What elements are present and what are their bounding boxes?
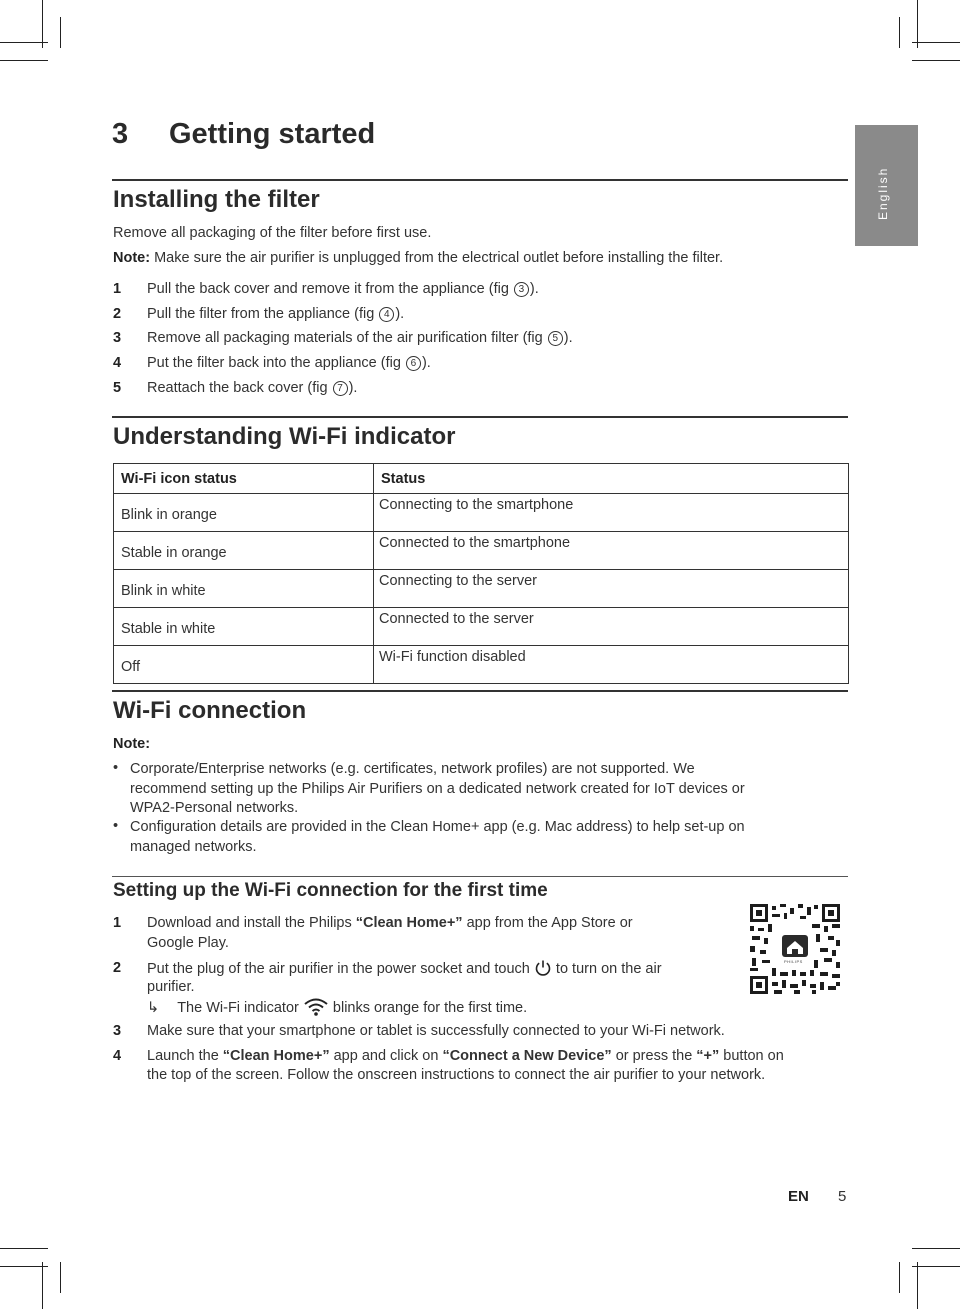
page-number: 5	[838, 1188, 847, 1205]
wifi-icon	[303, 997, 329, 1017]
figure-ref: 3	[514, 282, 529, 297]
table-header-row	[114, 464, 849, 494]
chapter-title-text: Getting started	[169, 118, 376, 150]
crop-mark	[899, 1262, 900, 1293]
section-divider	[112, 690, 848, 692]
table-row	[114, 608, 849, 646]
table-row	[114, 532, 849, 570]
result-arrow: ↳	[147, 1000, 160, 1016]
table-header: Wi-Fi icon status	[114, 464, 374, 494]
table-cell: Connecting to the smartphone	[374, 494, 849, 532]
install-note	[113, 249, 723, 268]
crop-mark	[0, 1248, 48, 1249]
figure-ref: 6	[406, 356, 421, 371]
wifi-connection-heading: Wi-Fi connection	[113, 697, 307, 724]
table-cell: Blink in white	[114, 570, 374, 608]
table-cell: Connecting to the server	[374, 570, 849, 608]
subsection-divider	[112, 876, 848, 877]
table-cell: Off	[114, 646, 374, 684]
crop-mark	[912, 1266, 960, 1267]
section-divider	[112, 416, 848, 418]
qr-brand-label: PHILIPS	[784, 959, 803, 964]
table-cell: Blink in orange	[114, 494, 374, 532]
figure-ref: 5	[548, 331, 563, 346]
wifi-indicator-table	[113, 463, 849, 684]
crop-mark	[60, 1262, 61, 1293]
table-header: Status	[374, 464, 849, 494]
crop-mark	[899, 17, 900, 48]
chapter-number: 3	[112, 118, 129, 150]
crop-mark	[60, 17, 61, 48]
language-tab	[855, 125, 918, 246]
bullet-dot: •	[113, 760, 119, 776]
note-bullet: • Configuration details are provided in the Clean Home+ app (e.g. Mac address) to help set-up on managed networks.	[113, 818, 745, 855]
note-bullet: • Corporate/Enterprise networks (e.g. certificates, network profiles) are not supported. We recommend setting up the Philips Air Purifiers on a dedicated network created for IoT devices or WPA2-Personal networks.	[113, 760, 745, 816]
table-cell: Connected to the server	[374, 608, 849, 646]
table-cell: Wi-Fi function disabled	[374, 646, 849, 684]
crop-mark	[917, 1262, 918, 1309]
table-row	[114, 570, 849, 608]
crop-mark	[42, 0, 43, 48]
figure-ref: 4	[379, 307, 394, 322]
install-note-text: Make sure the air purifier is unplugged from the electrical outlet before installing the filter.	[154, 250, 724, 266]
wifi-note-label: Note:	[113, 736, 151, 752]
footer-language: EN	[788, 1188, 809, 1205]
section-divider	[112, 179, 848, 181]
setup-heading: Setting up the Wi-Fi connection for the first time	[113, 880, 548, 901]
crop-mark	[917, 0, 918, 48]
install-intro: Remove all packaging of the filter before first use.	[113, 225, 432, 241]
figure-ref: 7	[333, 381, 348, 396]
chapter-title	[112, 118, 375, 151]
bullet-dot: •	[113, 818, 119, 834]
table-cell: Stable in white	[114, 608, 374, 646]
install-note-label: Note:	[113, 250, 151, 266]
language-tab-label: English	[876, 166, 890, 220]
crop-mark	[0, 42, 48, 43]
crop-mark	[912, 1248, 960, 1249]
table-row	[114, 646, 849, 684]
install-heading: Installing the filter	[113, 186, 320, 213]
qr-code	[750, 904, 840, 994]
crop-mark	[0, 1266, 48, 1267]
table-row	[114, 494, 849, 532]
crop-mark	[0, 60, 48, 61]
table-cell: Connected to the smartphone	[374, 532, 849, 570]
table-cell: Stable in orange	[114, 532, 374, 570]
crop-mark	[42, 1262, 43, 1309]
wifi-indicator-heading: Understanding Wi-Fi indicator	[113, 423, 456, 450]
power-icon	[534, 959, 552, 977]
crop-mark	[912, 60, 960, 61]
crop-mark	[912, 42, 960, 43]
